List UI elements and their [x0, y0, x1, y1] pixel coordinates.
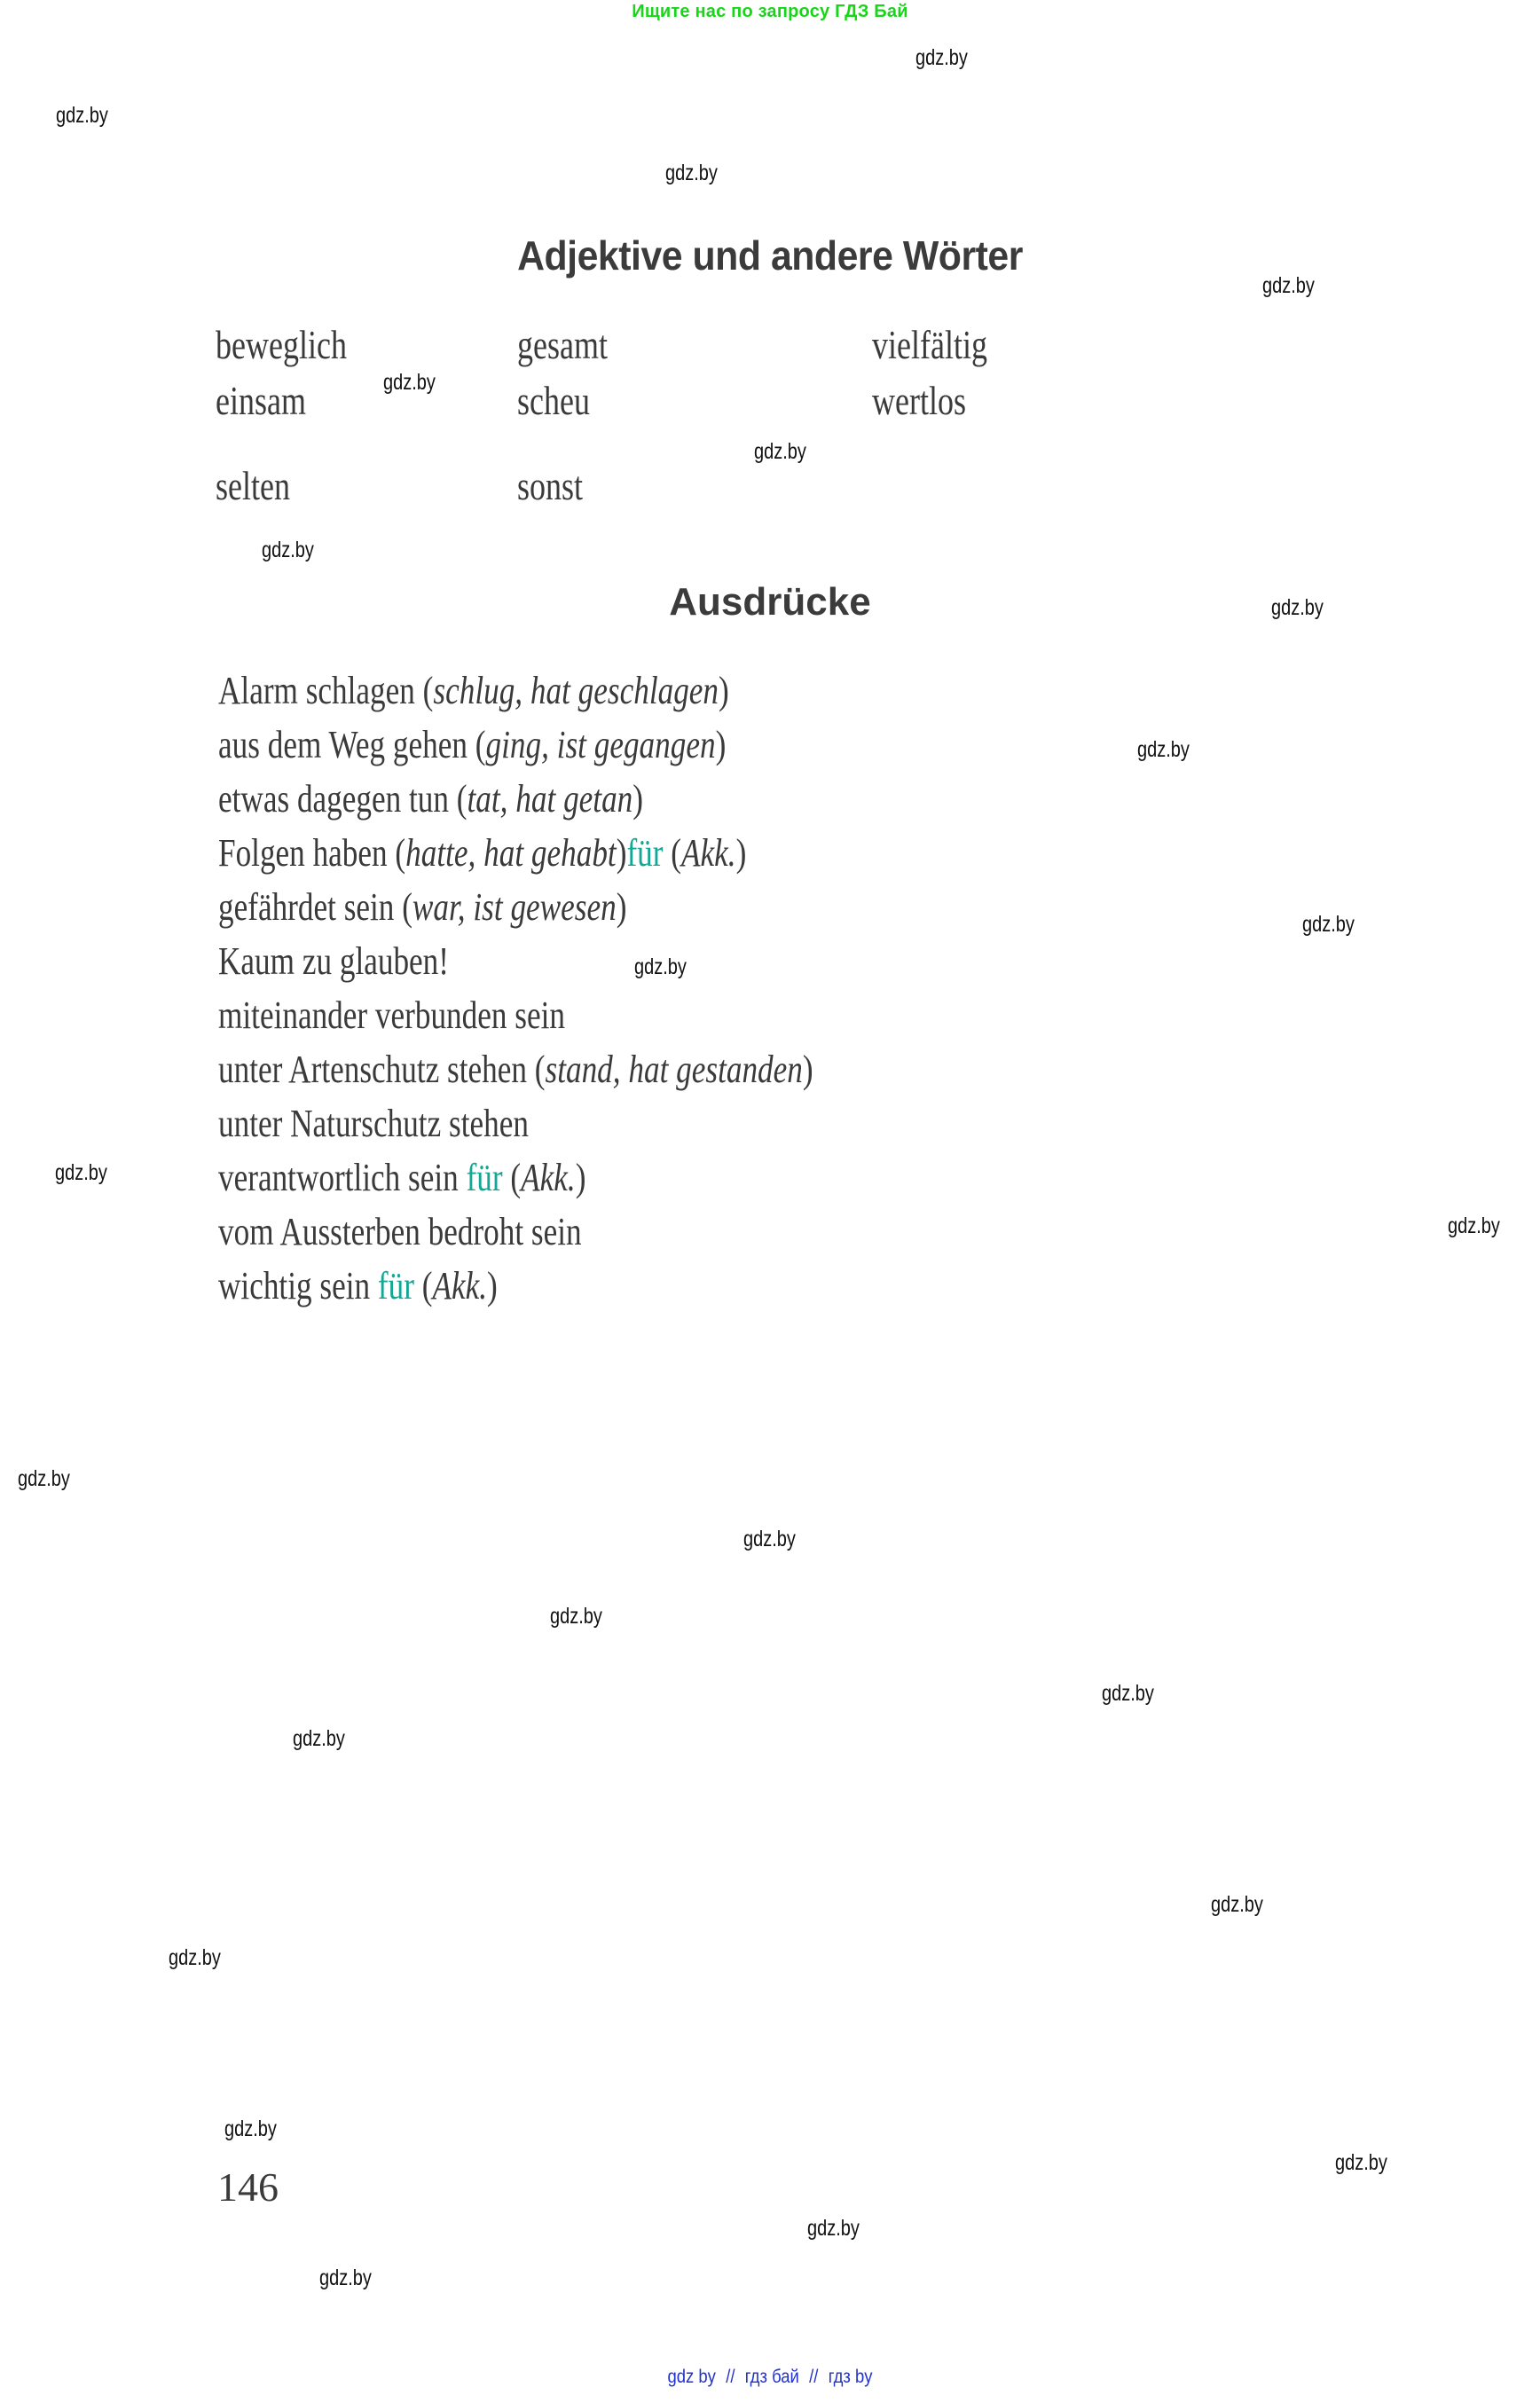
adjective-word: sonst — [517, 464, 584, 508]
footer-separator-1: // — [726, 2367, 735, 2387]
watermark: gdz.by — [1302, 912, 1355, 937]
expression-paren-close: ) — [616, 831, 627, 875]
watermark: gdz.by — [665, 161, 718, 185]
watermark: gdz.by — [1137, 737, 1190, 762]
expression-main: etwas dagegen tun ( — [218, 777, 468, 821]
watermark: gdz.by — [754, 439, 806, 464]
watermark: gdz.by — [1211, 1892, 1263, 1917]
page-number: 146 — [217, 2164, 279, 2210]
expression-line — [218, 880, 1141, 934]
expression-case-label: Akk. — [521, 1156, 576, 1199]
expression-paren-close: ) — [735, 831, 747, 875]
expression-paren-close: ) — [802, 1048, 813, 1091]
footer-link-gdz-by-cyr[interactable]: гдз by — [828, 2367, 873, 2387]
expression-preposition: für — [377, 1264, 414, 1308]
expression-main: unter Naturschutz stehen — [218, 1102, 529, 1145]
expression-verb-forms: ging, ist gegangen — [485, 723, 716, 766]
expression-case-label: Akk. — [432, 1264, 488, 1308]
expression-main: Folgen haben ( — [218, 831, 406, 875]
adjective-word: beweglich — [216, 323, 347, 367]
expression-line — [218, 1150, 1141, 1205]
watermark: gdz.by — [807, 2216, 860, 2241]
adjective-word: selten — [216, 464, 290, 508]
adjective-word: scheu — [517, 379, 590, 423]
footer-link-gdz-bay[interactable]: гдз бай — [744, 2367, 799, 2387]
expression-main: gefährdet sein ( — [218, 885, 412, 929]
expression-paren-close: ) — [632, 777, 643, 821]
expression-main: Alarm schlagen ( — [218, 669, 434, 712]
adjective-word-grid — [216, 318, 1209, 514]
watermark: gdz.by — [550, 1604, 602, 1629]
watermark: gdz.by — [262, 538, 314, 562]
expression-verb-forms: war, ist gewesen — [412, 885, 617, 929]
expression-main: aus dem Weg gehen ( — [218, 723, 486, 766]
watermark: gdz.by — [224, 2116, 277, 2141]
expression-verb-forms: hatte, hat gehabt — [405, 831, 617, 875]
section-title-adjektive: Adjektive und andere Wörter — [517, 232, 1023, 279]
expression-verb-forms: schlug, hat geschlagen — [433, 669, 719, 712]
expression-paren-close: ) — [719, 669, 729, 712]
expression-main: verantwortlich sein — [218, 1156, 467, 1199]
expression-verb-forms: stand, hat gestanden — [545, 1048, 803, 1091]
expression-paren-open: ( — [413, 1264, 433, 1308]
footer-links — [92, 2368, 1448, 2386]
adjective-row — [216, 459, 1209, 514]
expression-paren-close: ) — [575, 1156, 586, 1199]
expression-preposition: für — [466, 1156, 503, 1199]
watermark: gdz.by — [169, 1945, 221, 1970]
watermark: gdz.by — [55, 1160, 107, 1185]
watermark: gdz.by — [1271, 595, 1324, 620]
watermark: gdz.by — [383, 370, 436, 395]
expression-line — [218, 718, 1141, 772]
expression-paren-open: ( — [502, 1156, 522, 1199]
expression-line — [218, 1096, 1141, 1150]
expression-line — [218, 772, 1141, 826]
adjective-word: gesamt — [517, 323, 608, 367]
watermark: gdz.by — [1448, 1213, 1500, 1238]
expression-line — [218, 1042, 1141, 1096]
expression-case-label: Akk. — [681, 831, 736, 875]
expression-main: miteinander verbunden sein — [218, 993, 565, 1037]
watermark: gdz.by — [1262, 273, 1315, 298]
expression-line — [218, 1205, 1141, 1259]
expression-verb-forms: tat, hat getan — [467, 777, 633, 821]
expression-paren-open: ( — [663, 831, 682, 875]
expressions-list — [218, 664, 1371, 1313]
expression-line — [218, 1259, 1141, 1313]
expression-line — [218, 988, 1141, 1042]
watermark: gdz.by — [634, 954, 687, 979]
adjective-word: wertlos — [872, 379, 966, 423]
watermark: gdz.by — [915, 45, 968, 70]
expression-line — [218, 664, 1141, 718]
expression-main: Kaum zu glauben! — [218, 939, 449, 983]
row-spacer — [216, 429, 1209, 459]
adjective-word: einsam — [216, 379, 306, 423]
expression-main: wichtig sein — [218, 1264, 378, 1308]
expression-preposition: für — [626, 831, 664, 875]
expression-main: unter Artenschutz stehen ( — [218, 1048, 546, 1091]
section-title-ausdruecke: Ausdrücke — [669, 580, 871, 624]
expression-paren-close: ) — [616, 885, 627, 929]
expression-paren-close: ) — [487, 1264, 498, 1308]
watermark: gdz.by — [18, 1466, 70, 1491]
watermark: gdz.by — [1102, 1681, 1154, 1706]
promo-banner: Ищите нас по запросу ГДЗ Бай — [632, 2, 908, 21]
watermark: gdz.by — [1335, 2150, 1387, 2175]
adjective-row — [216, 370, 1209, 429]
adjective-word-empty — [872, 459, 1128, 514]
watermark: gdz.by — [293, 1726, 345, 1751]
footer-link-gdz-by[interactable]: gdz by — [667, 2367, 716, 2387]
watermark: gdz.by — [319, 2266, 372, 2290]
watermark: gdz.by — [56, 103, 108, 128]
expression-main: vom Aussterben bedroht sein — [218, 1210, 582, 1253]
expression-line — [218, 826, 1141, 880]
expression-line — [218, 934, 1141, 988]
expression-paren-close: ) — [715, 723, 727, 766]
adjective-word: vielfältig — [872, 323, 987, 367]
watermark: gdz.by — [743, 1527, 796, 1551]
adjective-row — [216, 318, 1209, 373]
footer-separator-2: // — [809, 2367, 819, 2387]
